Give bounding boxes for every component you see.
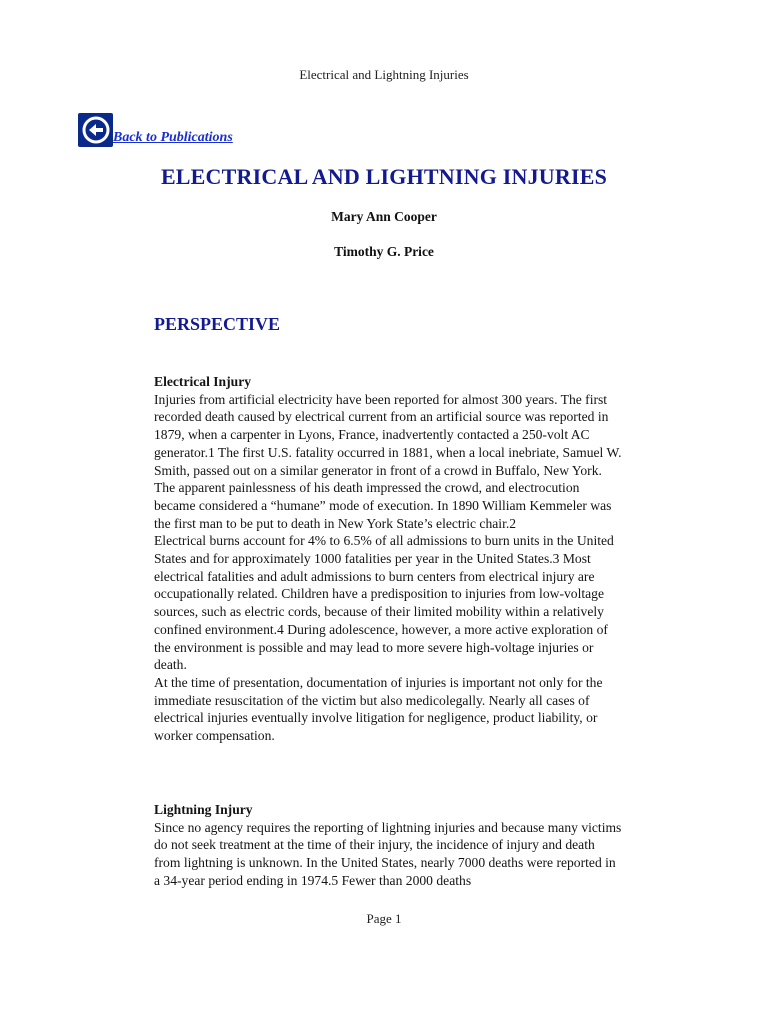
back-to-publications-link[interactable]: Back to Publications — [113, 130, 233, 145]
body-paragraph: Injuries from artificial electricity have been reported for almost 300 years. The first recorded death caused by electrical current from an artificial source was reported in 1879, when a carpenter in Lyons, France, inadvertently contacted a 250-volt AC generator.1 The first U.S. fatality occurred in 1881, when a local inebriate, Samuel W. Smith, passed out on a similar generator in front of a crowd in Buffalo, New York. The apparent painlessness of his death impressed the crowd, and electrocution became considered a “humane” mode of execution. In 1890 William Kemmeler was the first man to be put to death in New York State’s electric chair.2 — [154, 391, 622, 531]
body-paragraph: At the time of presentation, documentation of injuries is important not only for the immediate resuscitation of the victim but also medicolegally. Nearly all cases of electrical injuries eventually involve litigation for negligence, product liability, or worker compensation. — [154, 674, 603, 744]
section-heading-perspective: PERSPECTIVE — [154, 314, 281, 334]
author-name: Mary Ann Cooper — [331, 209, 437, 224]
article-title: ELECTRICAL AND LIGHTNING INJURIES — [160, 164, 608, 189]
author-name: Timothy G. Price — [334, 244, 434, 259]
back-arrow-icon[interactable] — [78, 113, 113, 147]
subsection-heading: Electrical Injury — [154, 374, 252, 389]
body-paragraph: Electrical burns account for 4% to 6.5% of all admissions to burn units in the United States and for approximately 1000 fatalities per year in the United States.3 Most electrical fatalities and adult admissions to burn centers from electrical injury are occupationally related. Children have a predisposition to injuries from low-voltage sources, such as electric cords, because of their limited mobility within a relatively confined environment.4 During adolescence, however, a more active exploration of the environment is possible and may lead to more severe high-voltage injuries or death. — [154, 533, 614, 673]
subsection-heading: Lightning Injury — [154, 802, 253, 817]
page-number: Page 1 — [366, 911, 402, 926]
lightning-injury-section — [154, 801, 624, 890]
back-navigation[interactable] — [78, 111, 233, 147]
running-header: Electrical and Lightning Injuries — [299, 67, 469, 82]
body-paragraph: Since no agency requires the reporting of lightning injuries and because many victims do not seek treatment at the time of their injury, the incidence of injury and death from lightning is unknown. In the United States, nearly 7000 deaths were reported in a 34-year period ending in 1974.5 Fewer than 2000 deaths — [154, 819, 622, 888]
electrical-injury-section — [154, 373, 624, 745]
